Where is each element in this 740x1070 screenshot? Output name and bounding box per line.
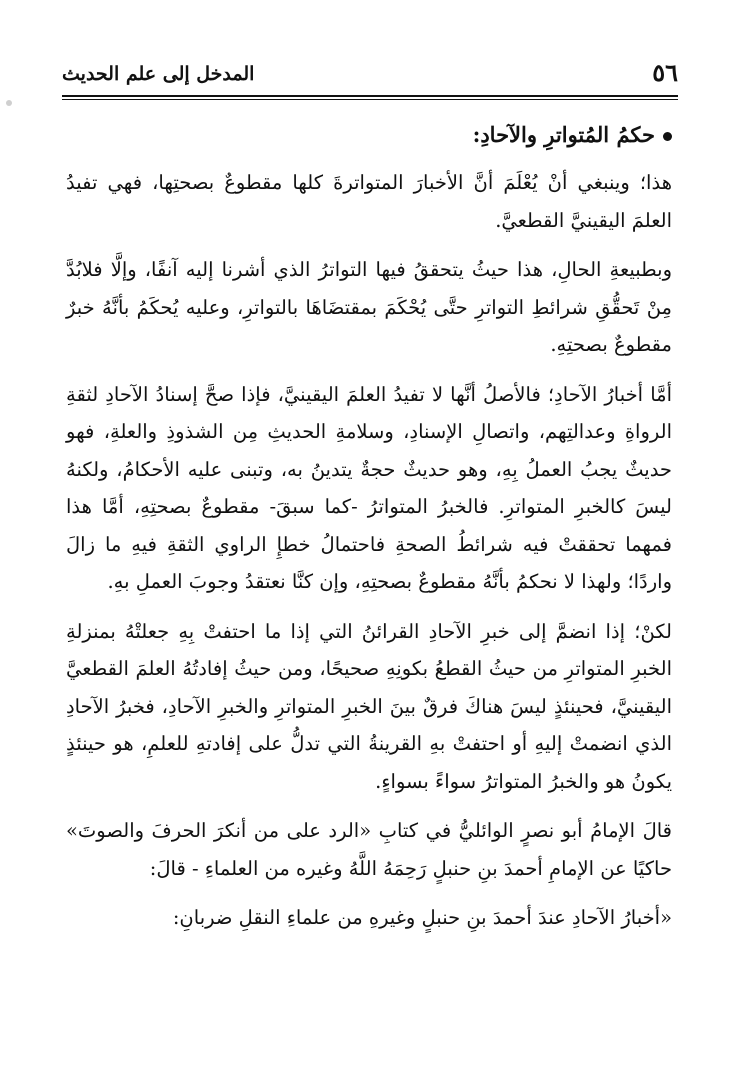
header-rule-thin <box>62 99 678 100</box>
paragraph-1: هذا؛ وينبغي أنْ يُعْلَمَ أنَّ الأخبارَ المتواترةَ كلها مقطوعٌ بصحتِها، فهي تفيدُ العلمَ اليقينيَّ القطعيَّ. <box>66 171 672 232</box>
page-body <box>66 116 672 937</box>
paragraph-6-quote: «أخبارُ الآحادِ عندَ أحمدَ بنِ حنبلٍ وغيرهِ من علماءِ النقلِ ضربانِ: <box>172 906 672 929</box>
margin-dot-icon <box>6 100 12 106</box>
header-rule-thick <box>62 95 678 97</box>
section-heading <box>66 116 672 154</box>
paragraph-5: قالَ الإمامُ أبو نصرٍ الوائليُّ في كتابِ «الرد على من أنكرَ الحرفَ والصوتَ» حاكيًا عن الإمامِ أحمدَ بنِ حنبلٍ رَحِمَهُ اللَّهُ وغيره من العلماءِ - قالَ: <box>66 819 672 880</box>
bullet-icon <box>663 132 672 141</box>
paragraph-3: أمَّا أخبارُ الآحادِ؛ فالأصلُ أنَّها لا تفيدُ العلمَ اليقينيَّ، فإذا صحَّ إسنادُ الآحادِ لثقةِ الرواةِ وعدالتِهم، واتصالِ الإسنادِ، وسلامةِ الحديثِ مِن الشذوذِ والعلةِ، فهو حديثٌ يجبُ العملُ بِهِ، وهو حديثٌ حجةٌ يتدينُ به، وتبنى عليه الأحكامُ، ولكنهُ ليسَ كالخبرِ المتواترِ. فالخبرُ المتواترُ -كما سبقَ- مقطوعٌ بصحتِهِ، أمَّا هذا فمهما تحققتْ فيه شرائطُ الصحةِ فاحتمالُ خطإِ الراوي الثقةِ فيهِ ما زالَ واردًا؛ ولهذا لا نحكمُ بأنَّهُ مقطوعٌ بصحتِهِ، وإن كنَّا نعتقدُ وجوبَ العملِ بهِ. <box>66 382 672 593</box>
running-title: المدخل إلى علم الحديث <box>62 63 255 85</box>
paragraph-2: وبطبيعةِ الحالِ، هذا حيثُ يتحققُ فيها التواترُ الذي أشرنا إليه آنفًا، وإلَّا فلابُدَّ مِنْ تَحقُّقِ شرائطِ التواترِ حتَّى يُحْكَمَ بمقتضَاهَا بالتواترِ، وعليه يُحكَمُ بأنَّهُ خبرٌ مقطوعٌ بصحتِهِ. <box>66 258 672 356</box>
section-heading-text: حكمُ المُتواترِ والآحادِ: <box>472 122 655 147</box>
paragraph-4: لكنْ؛ إذا انضمَّ إلى خبرِ الآحادِ القرائنُ التي إذا ما احتفتْ بِهِ جعلتْهُ بمنزلةِ الخبرِ المتواترِ من حيثُ القطعُ بكونِهِ صحيحًا، ومن حيثُ إفادتُهُ العلمَ القطعيَّ اليقينيَّ، فحينئذٍ ليسَ هناكَ فرقٌ بينَ الخبرِ المتواترِ والخبرِ الآحادِ، فخبرُ الآحادِ الذي انضمتْ إليهِ أو احتفتْ بهِ القرينةُ التي تدلُّ على إفادتهِ للعلمِ، هو حينئذٍ يكونُ هو والخبرُ المتواترُ سواءً بسواءٍ. <box>66 619 672 793</box>
page-number: ٥٦ <box>652 58 678 87</box>
page-header <box>62 58 678 92</box>
